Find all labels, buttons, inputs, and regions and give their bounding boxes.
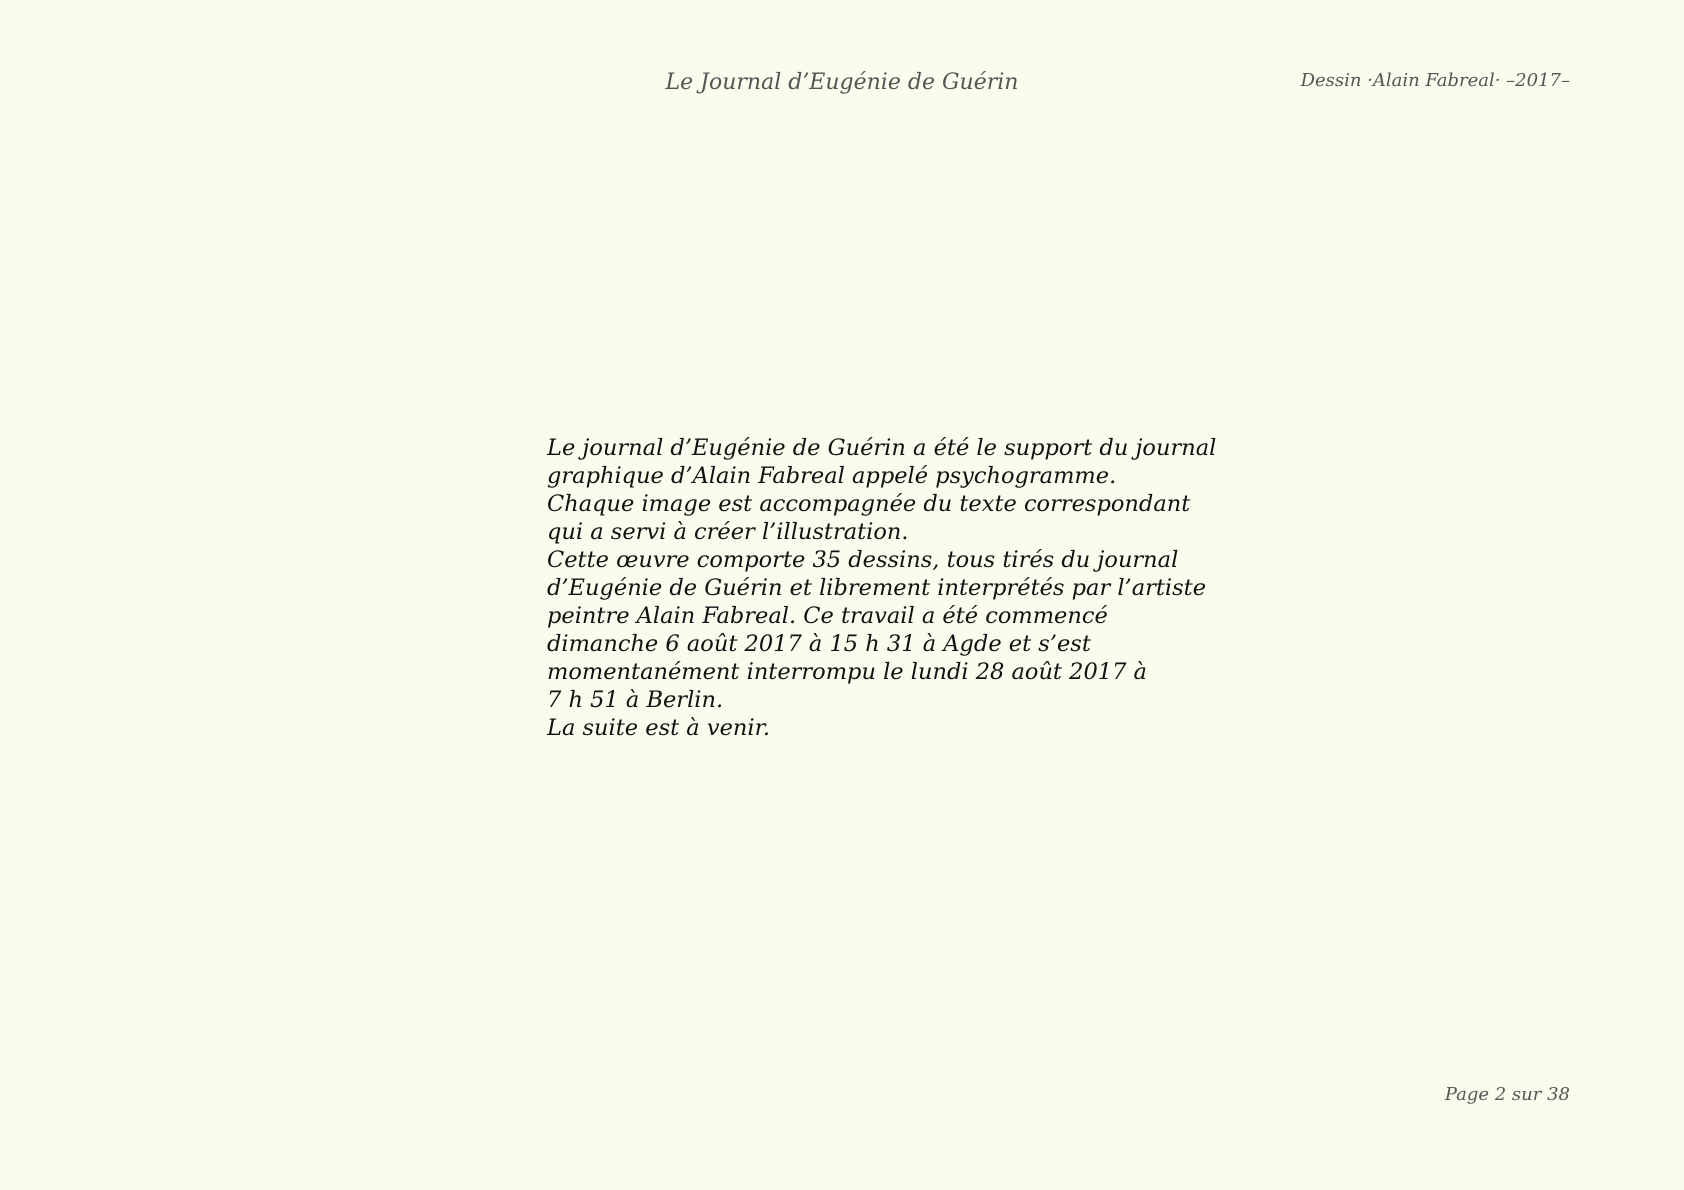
body-line: 7 h 51 à Berlin.	[547, 687, 724, 713]
body-line: dimanche 6 août 2017 à 15 h 31 à Agde et s’est	[547, 631, 1091, 657]
body-line: Le journal d’Eugénie de Guérin a été le support du journal	[547, 435, 1217, 461]
header-credit: Dessin ·Alain Fabreal· –2017–	[1300, 70, 1570, 91]
body-line: d’Eugénie de Guérin et librement interprétés par l’artiste	[547, 575, 1207, 601]
body-line: La suite est à venir.	[547, 715, 771, 741]
body-line: peintre Alain Fabreal. Ce travail a été commencé	[547, 603, 1108, 629]
page-number: Page 2 sur 38	[1444, 1084, 1570, 1105]
body-line: momentanément interrompu le lundi 28 août 2017 à	[547, 659, 1147, 685]
body-paragraph	[547, 434, 1217, 742]
body-line: Chaque image est accompagnée du texte correspondant	[547, 491, 1191, 517]
body-line: Cette œuvre comporte 35 dessins, tous tirés du journal	[547, 547, 1179, 573]
body-line: qui a servi à créer l’illustration.	[547, 519, 909, 545]
body-line: graphique d’Alain Fabreal appelé psychogramme.	[547, 463, 1117, 489]
page-title: Le Journal d’Eugénie de Guérin	[665, 70, 1019, 95]
